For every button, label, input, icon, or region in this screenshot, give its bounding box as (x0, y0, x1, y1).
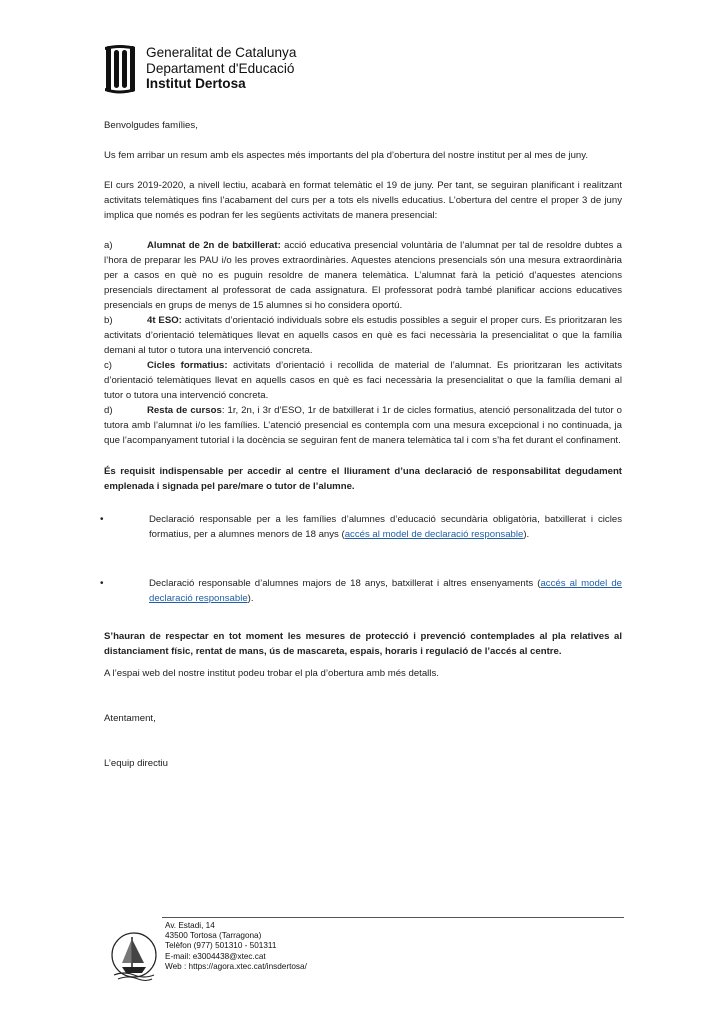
footer-web: Web : https://agora.xtec.cat/insdertosa/ (165, 961, 307, 971)
declaration-link-adults[interactable]: accés al model de declaració responsable (149, 577, 622, 604)
footer-email: E-mail: e3004438@xtec.cat (165, 951, 266, 961)
header-department: Departament d'Educació (146, 60, 295, 76)
footer-divider (162, 917, 624, 918)
closing: Atentament, (104, 713, 156, 725)
header-generalitat: Generalitat de Catalunya (146, 45, 297, 60)
greeting: Benvolgudes famílies, (104, 120, 198, 131)
header-institute: Institut Dertosa (146, 76, 246, 92)
generalitat-logo-icon (104, 44, 136, 94)
item-a: a) Alumnat de 2n de batxillerat: acció educativa presencial voluntària de l’alumnat per tal de resoldre dubtes a l’hora de preparar les PAU i/o les proves extraordinàries. Aquestes atencions presencials són una mesura extraordinària per a casos en què no es puguin resoldre de manera telemàtica. L’alumnat farà la petició d’aquestes atencions presencials directament al professorat de cada assignatura. El professorat podrà també planificar accions educatives presencials en grups de menys de 15 alumnes si ho considera oportú. (104, 240, 622, 311)
intro-paragraph: Us fem arribar un resum amb els aspectes més importants del pla d’obertura del nostre institut per al mes de juny. (104, 150, 588, 161)
bullet-icon: • (100, 513, 104, 525)
measures-notice: S’hauran de respectar en tot moment les mesures de protecció i prevenció contemplades al pla relatives al distanciament físic, rentat de mans, ús de mascareta, espais, horaris i regulació de l’accés al centre. (104, 631, 622, 658)
item-c: c) Cicles formatius: activitats d’orientació i recollida de material de l’alumnat. Es prioritzaran les activitats d’orientació telemàtiques llevat en aquells casos en què es faci necessària la presencialitat o que la família demani al tutor o tutora una intervenció concreta. (104, 360, 622, 401)
letter-body (100, 118, 623, 771)
footer-phone: Telèfon (977) 501310 - 501311 (165, 941, 277, 951)
web-note: A l’espai web del nostre institut podeu trobar el pla d’obertura amb més detalls. (104, 668, 439, 680)
bullet-minors: • Declaració responsable per a les famílies d’alumnes d’educació secundària obligatòria, batxillerat i cicles formatius, per a alumnes menors de 18 anys (accés al model de declaració responsable). (100, 513, 622, 540)
item-b: b) 4t ESO: activitats d’orientació individuals sobre els estudis possibles a seguir el proper curs. Es prioritzaran les activitats d’orientació telemàtiques llevat en aquells casos en què es faci necessària la presencialitat o que la família demani al tutor o tutora una intervenció concreta. (104, 315, 622, 356)
signature: L’equip directiu (104, 758, 169, 770)
bullet-adults: • Declaració responsable d’alumnes majors de 18 anys, batxillerat i altres ensenyaments (accés al model de declaració responsable). (100, 577, 622, 604)
declaration-link-minors[interactable]: accés al model de declaració responsable (344, 528, 524, 540)
item-d: d) Resta de cursos: 1r, 2n, i 3r d’ESO, 1r de batxillerat i 1r de cicles formatius, atenció personalitzada del tutor o tutora amb l’alumnat i/o les famílies. L’atenció presencial es contempla com una mesura excepcional i no continuada, ja que l’acompanyament tutorial i la docència se seguiran fent de manera telemàtica tal i com s’ha fet durant el confinament. (104, 405, 623, 446)
requirement-notice: És requisit indispensable per accedir al centre el lliurament d’una declaració de responsabilitat degudament emplenada i signada pel pare/mare o tutor de l’alumne. (104, 466, 622, 492)
ship-logo-icon (108, 923, 160, 987)
footer-city: 43500 Tortosa (Tarragona) (165, 931, 262, 941)
footer-address: Av. Estadi, 14 (165, 921, 215, 930)
course-paragraph: El curs 2019-2020, a nivell lectiu, acabarà en format telemàtic el 19 de juny. Per tant, se seguiran planificant i realitzant activitats telemàtiques fins l’acabament del curs per a tots els nivells educatius. L’obertura del centre el proper 3 de juny implica que només es podran fer les següents activitats de manera presencial: (104, 180, 622, 221)
bullet-icon: • (100, 577, 104, 589)
footer-contact (165, 921, 307, 972)
